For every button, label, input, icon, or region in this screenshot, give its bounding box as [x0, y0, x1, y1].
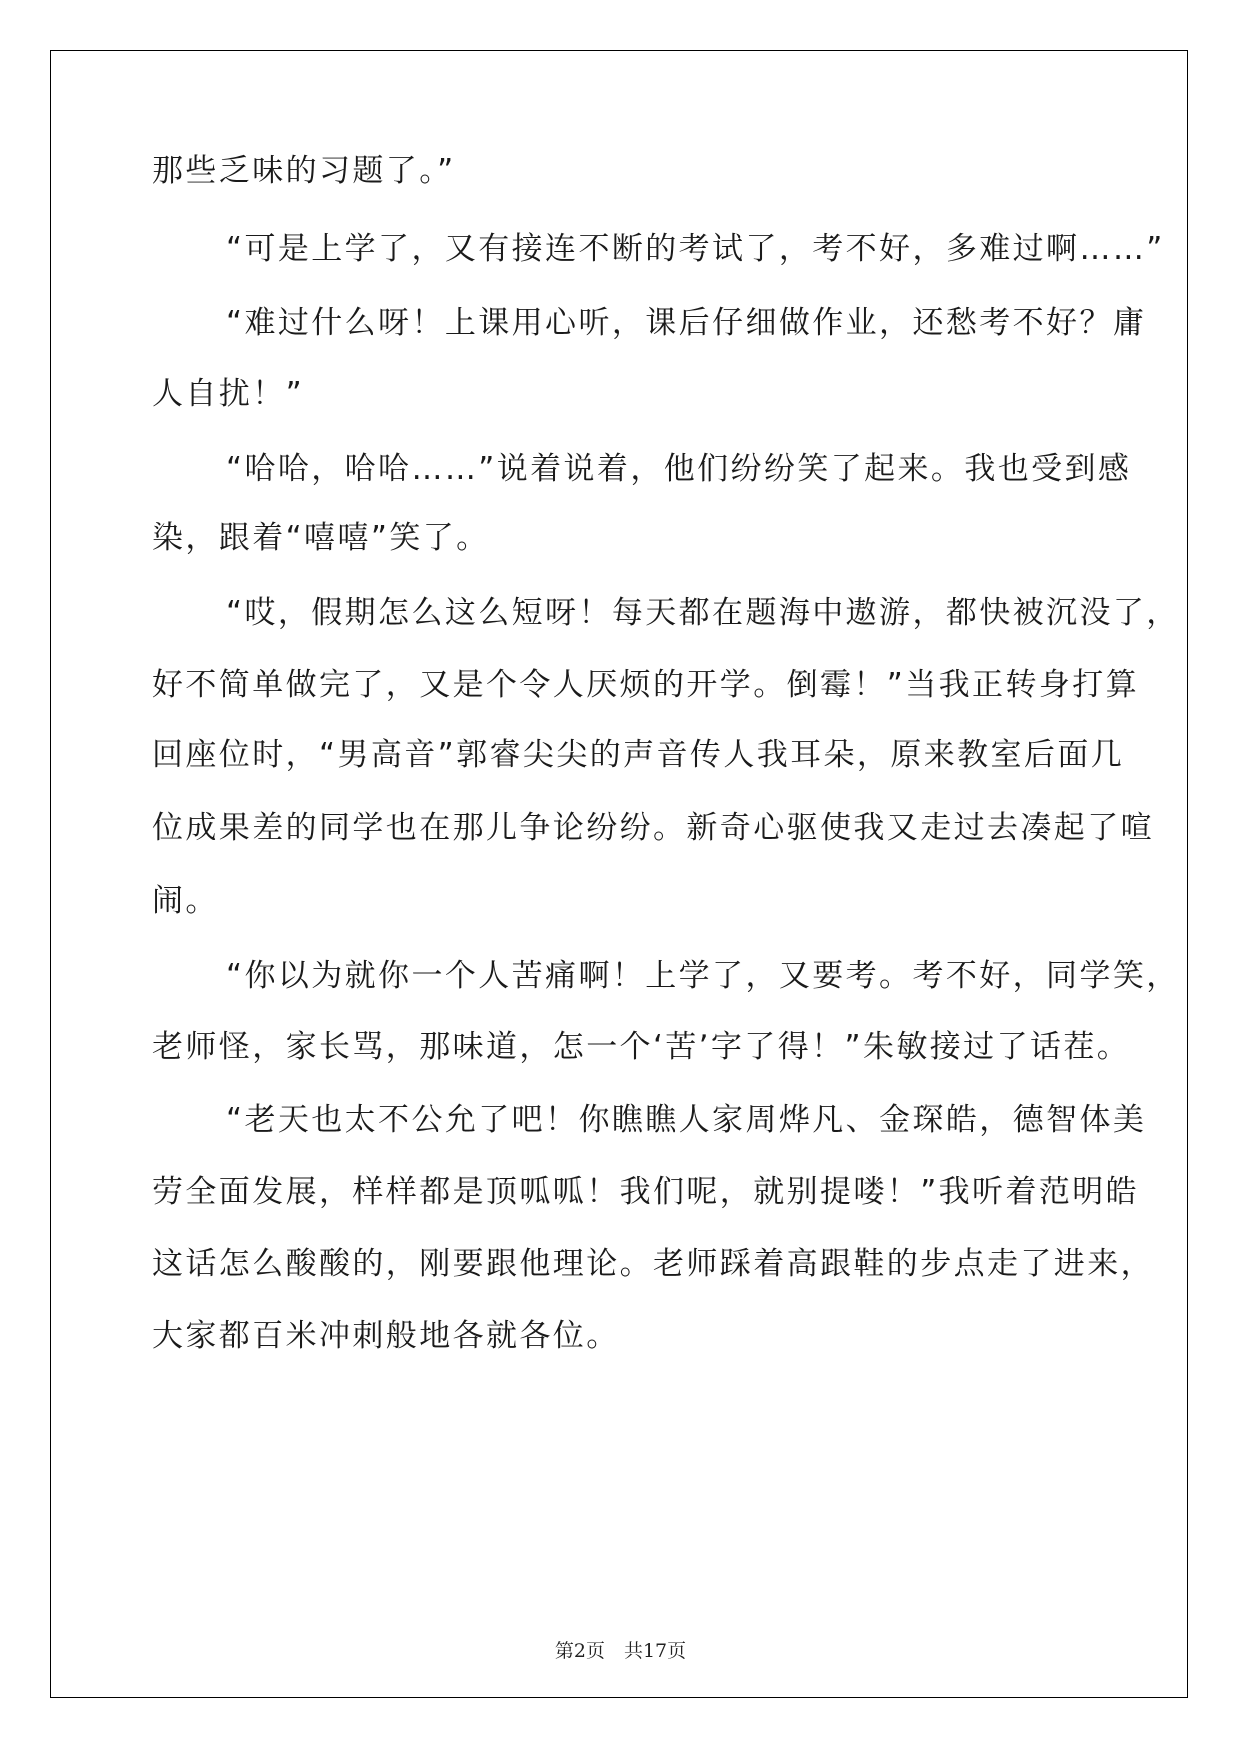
- text-line: 这话怎么酸酸的，刚要跟他理论。老师踩着高跟鞋的步点走了进来，: [152, 1246, 1154, 1282]
- page-number-label: 第2页 共17页: [554, 1640, 687, 1662]
- text-line: 位成果差的同学也在那儿争论纷纷。新奇心驱使我又走过去凑起了喧: [152, 810, 1154, 846]
- text-line: “老天也太不公允了吧！你瞧瞧人家周烨凡、金琛皓，德智体美: [226, 1102, 1147, 1138]
- text-line: “哎，假期怎么这么短呀！每天都在题海中遨游，都快被沉没了，: [226, 595, 1180, 631]
- text-line: 大家都百米冲刺般地各就各位。: [152, 1318, 620, 1354]
- text-line: 那些乏味的习题了。”: [152, 153, 456, 189]
- text-line: “可是上学了，又有接连不断的考试了，考不好，多难过啊……”: [226, 231, 1165, 267]
- page-border: [50, 50, 1188, 1698]
- page-number-footer: [0, 1636, 1241, 1663]
- text-line: “你以为就你一个人苦痛啊！上学了，又要考。考不好，同学笑，: [226, 958, 1180, 994]
- text-line: 闹。: [152, 883, 219, 919]
- text-line: 人自扰！”: [152, 376, 305, 412]
- text-line: 劳全面发展，样样都是顶呱呱！我们呢，就别提喽！”我听着范明皓: [152, 1174, 1140, 1210]
- text-line: 回座位时，“男高音”郭睿尖尖的声音传人我耳朵，原来教室后面几: [152, 737, 1125, 773]
- text-line: 好不简单做完了，又是个令人厌烦的开学。倒霉！”当我正转身打算: [152, 667, 1140, 703]
- text-line: 老师怪，家长骂，那味道，怎一个‘苦’字了得！”朱敏接过了话茬。: [152, 1029, 1131, 1065]
- text-line: “哈哈，哈哈……”说着说着，他们纷纷笑了起来。我也受到感: [226, 451, 1132, 487]
- text-line: “难过什么呀！上课用心听，课后仔细做作业，还愁考不好？庸: [226, 305, 1147, 341]
- text-line: 染，跟着“嘻嘻”笑了。: [152, 520, 490, 556]
